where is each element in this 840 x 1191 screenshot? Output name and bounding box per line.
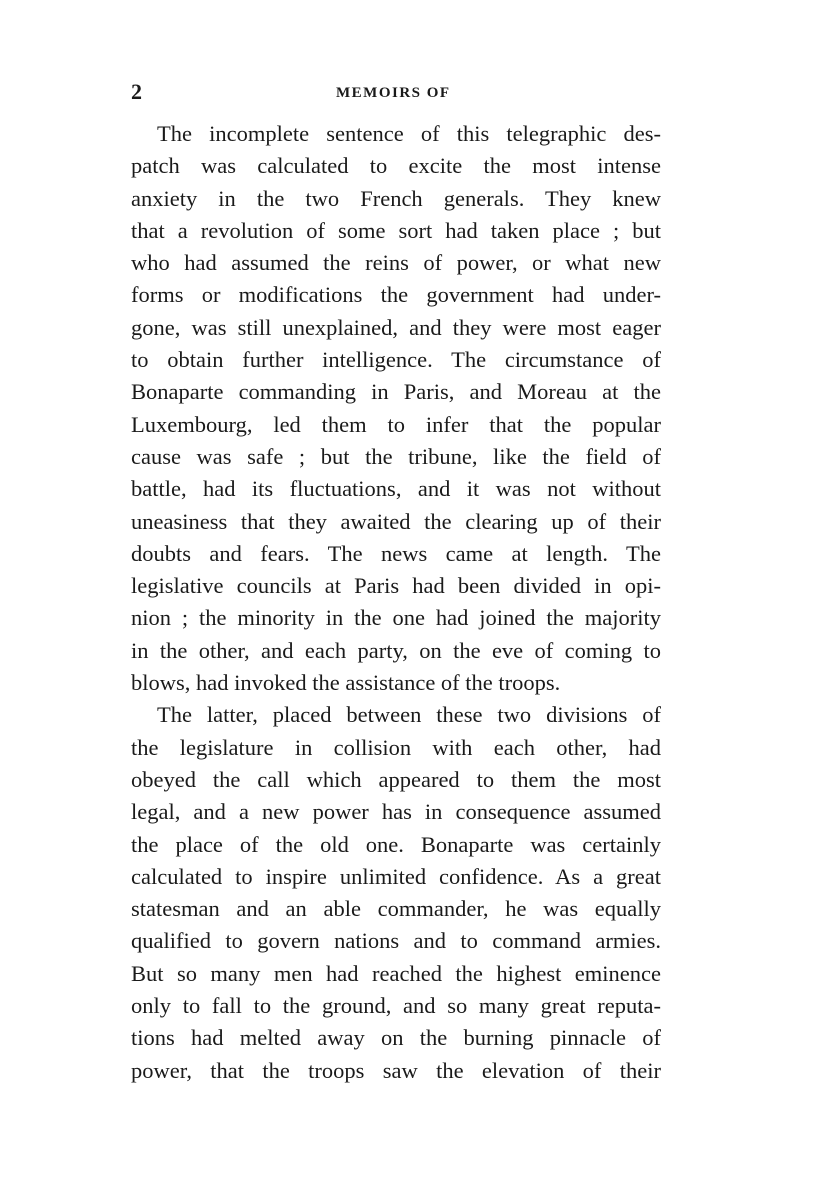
text-line: Bonaparte commanding in Paris, and Moreau at the (131, 379, 661, 405)
text-line: gone, was still unexplained, and they were most eager (131, 314, 661, 340)
text-line: in the other, and each party, on the eve of coming to (131, 637, 661, 663)
text-line: qualified to govern nations and to command armies. (131, 928, 661, 954)
text-line: power, that the troops saw the elevation of their (131, 1057, 661, 1083)
running-title: MEMOIRS OF (336, 85, 451, 101)
page-header (131, 80, 661, 104)
text-line: blows, had invoked the assistance of the troops. (131, 670, 561, 696)
text-line: calculated to inspire unlimited confidence. As a great (131, 863, 661, 889)
text-line: that a revolution of some sort had taken place ; but (131, 217, 661, 243)
text-line: the legislature in collision with each other, had (131, 734, 661, 760)
text-line: to obtain further intelligence. The circumstance of (131, 347, 661, 373)
text-line: Luxembourg, led them to infer that the popular (131, 411, 661, 437)
text-line: legal, and a new power has in consequence assumed (131, 799, 661, 825)
text-line: The latter, placed between these two divisions of (157, 702, 661, 728)
text-line: only to fall to the ground, and so many great reputa- (131, 993, 661, 1019)
page-number: 2 (131, 79, 142, 104)
text-line: nion ; the minority in the one had joined the majority (131, 605, 661, 631)
body-text (131, 118, 661, 1087)
text-line: patch was calculated to excite the most intense (131, 153, 661, 179)
text-line: the place of the old one. Bonaparte was certainly (131, 831, 661, 857)
text-line: But so many men had reached the highest eminence (131, 960, 661, 986)
text-line: battle, had its fluctuations, and it was not without (131, 476, 661, 502)
text-line: legislative councils at Paris had been divided in opi- (131, 573, 661, 599)
text-line: who had assumed the reins of power, or what new (131, 250, 661, 276)
text-line: uneasiness that they awaited the clearing up of their (131, 508, 661, 534)
text-line: statesman and an able commander, he was equally (131, 896, 661, 922)
text-line: tions had melted away on the burning pinnacle of (131, 1025, 661, 1051)
text-line: doubts and fears. The news came at length. The (131, 540, 661, 566)
text-line: cause was safe ; but the tribune, like the field of (131, 443, 661, 469)
text-line: anxiety in the two French generals. They knew (131, 185, 661, 211)
text-line: forms or modifications the government had under- (131, 282, 661, 308)
text-line: The incomplete sentence of this telegraphic des- (157, 121, 661, 146)
text-line: obeyed the call which appeared to them the most (131, 766, 661, 792)
